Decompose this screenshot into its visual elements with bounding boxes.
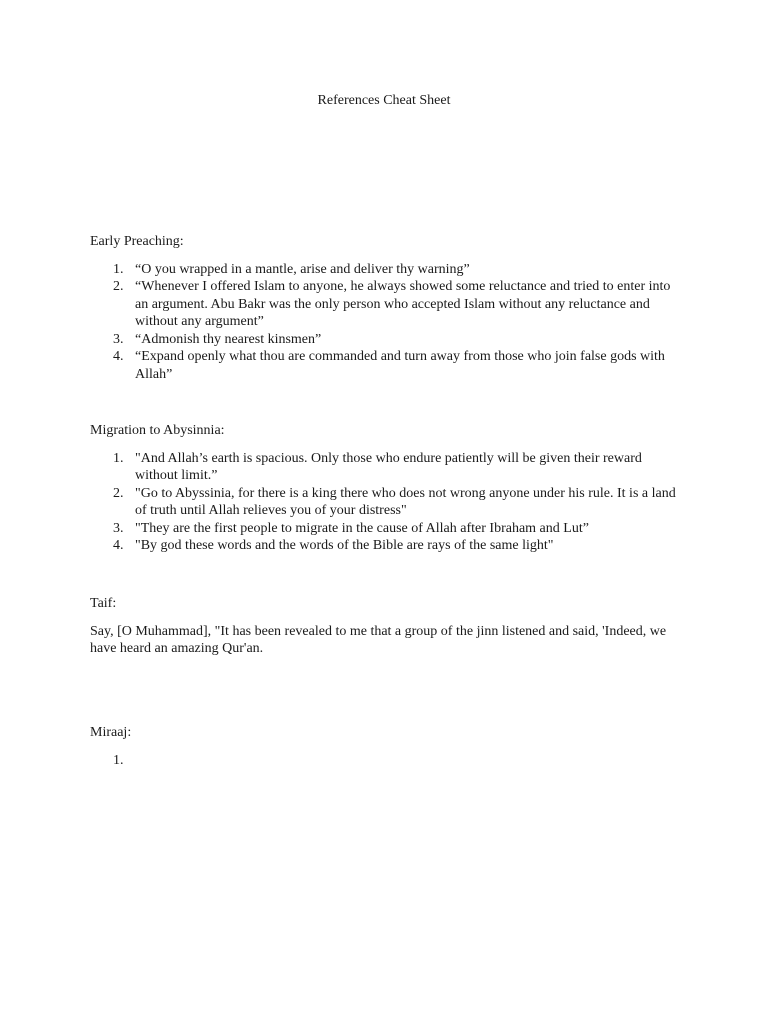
list-item bbox=[90, 278, 680, 331]
section-heading: Taif: bbox=[90, 596, 117, 611]
list-number: 2. bbox=[113, 279, 124, 294]
list-number: 2. bbox=[113, 485, 124, 501]
list-number: 1. bbox=[113, 450, 124, 466]
section-migration-to-abyssinia bbox=[90, 422, 680, 555]
list-item-text: “O you wrapped in a mantle, arise and deliver thy warning” bbox=[135, 261, 470, 277]
list-item bbox=[90, 261, 680, 279]
list-number: 4. bbox=[113, 349, 124, 364]
list-item bbox=[90, 537, 680, 555]
numbered-list bbox=[90, 450, 680, 555]
list-number: 1. bbox=[113, 752, 124, 768]
list-item-text: "Go to Abyssinia, for there is a king there who does not wrong anyone under his rule. It is a land of truth until Allah relieves you of your distress" bbox=[135, 485, 676, 518]
list-item-text: "They are the first people to migrate in the cause of Allah after Ibraham and Lut” bbox=[135, 520, 589, 536]
list-number: 3. bbox=[113, 520, 124, 536]
list-number: 3. bbox=[113, 331, 124, 347]
section-heading: Migration to Abysinnia: bbox=[90, 423, 225, 438]
section-taif bbox=[90, 595, 680, 658]
document-title: References Cheat Sheet bbox=[317, 93, 451, 108]
section-paragraph: Say, [O Muhammad], "It has been revealed to me that a group of the jinn listened and said, 'Indeed, we have heard an amazing Qur'an. bbox=[90, 623, 667, 656]
list-item bbox=[90, 520, 680, 538]
list-number: 1. bbox=[113, 261, 124, 277]
section-miraaj bbox=[90, 724, 680, 768]
list-item-text: "By god these words and the words of the Bible are rays of the same light" bbox=[135, 538, 554, 553]
numbered-list bbox=[90, 261, 680, 384]
list-item bbox=[90, 450, 680, 485]
list-item-text: “Admonish thy nearest kinsmen” bbox=[135, 331, 322, 347]
list-item bbox=[90, 348, 680, 383]
section-early-preaching bbox=[90, 233, 680, 383]
list-item-text: “Expand openly what thou are commanded and turn away from those who join false gods with Allah” bbox=[135, 349, 665, 382]
list-item-text: “Whenever I offered Islam to anyone, he always showed some reluctance and tried to enter into an argument. Abu Bakr was the only person who accepted Islam without any reluctance and without any argument” bbox=[135, 279, 671, 329]
list-item bbox=[90, 331, 680, 349]
section-heading: Early Preaching: bbox=[90, 234, 184, 249]
section-heading: Miraaj: bbox=[90, 725, 132, 740]
list-item bbox=[90, 485, 680, 520]
list-item-text: "And Allah’s earth is spacious. Only those who endure patiently will be given their reward without limit.” bbox=[135, 450, 642, 483]
list-number: 4. bbox=[113, 538, 124, 553]
